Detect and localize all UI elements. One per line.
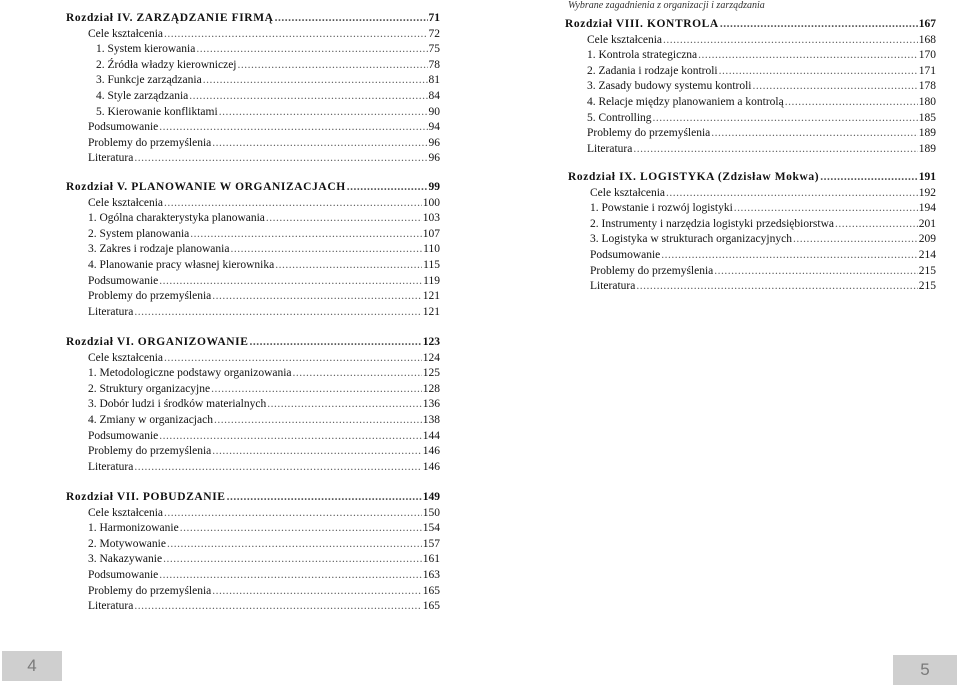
toc-entry-page: 115: [423, 258, 440, 271]
toc-entry-page: 161: [422, 553, 440, 566]
dot-leader: [653, 111, 918, 127]
toc-entry-page: 189: [918, 142, 936, 155]
dot-leader: [212, 584, 421, 600]
toc-entry-page: 78: [428, 58, 440, 71]
toc-entry-title: Problemy do przemyślenia: [88, 290, 212, 303]
dot-leader: [793, 232, 918, 248]
toc-entry-title: 3. Nakazywanie: [88, 553, 163, 566]
toc-entry-page: 100: [422, 196, 440, 209]
toc-entry-page: 192: [918, 186, 936, 199]
toc-entry-title: 1. System kierowania: [96, 43, 196, 56]
toc-entry-page: 165: [422, 584, 440, 597]
toc-entry-row: [66, 105, 440, 121]
dot-leader: [159, 120, 427, 136]
toc-entry-row: [66, 151, 440, 167]
toc-entry-title: 3. Logistyka w strukturach organizacyjnych: [590, 233, 792, 246]
toc-entry-row: [66, 413, 440, 429]
dot-leader: [134, 599, 421, 615]
chapter-title-row: [66, 11, 440, 27]
dot-leader: [163, 552, 422, 568]
toc-entry-title: Literatura: [88, 152, 134, 165]
toc-entry-page: 201: [918, 217, 936, 230]
toc-entry-row: [66, 258, 440, 274]
toc-entry-title: 4. Zmiany w organizacjach: [88, 413, 213, 426]
dot-leader: [190, 227, 422, 243]
toc-entry-page: 215: [918, 280, 936, 293]
toc-entry-row: [568, 186, 936, 202]
toc-entry-title: 2. Zadania i rodzaje kontroli: [587, 64, 718, 77]
toc-entry-title: Podsumowanie: [88, 568, 159, 581]
toc-entry-row: [66, 196, 440, 212]
toc-entry-row: [568, 232, 936, 248]
toc-entry-page: 157: [422, 537, 440, 550]
toc-entry-row: [66, 366, 440, 382]
dot-leader: [293, 366, 422, 382]
toc-entry-page: 72: [428, 27, 440, 40]
toc-entry-page: 150: [422, 506, 440, 519]
toc-entry-row: [565, 95, 936, 111]
chapter-vi-toc: [66, 335, 440, 475]
dot-leader: [134, 305, 421, 321]
toc-entry-row: [66, 521, 440, 537]
toc-entry-title: 3. Zasady budowy systemu kontroli: [587, 80, 752, 93]
dot-leader: [164, 196, 422, 212]
dot-leader: [267, 397, 422, 413]
toc-entry-title: 1. Kontrola strategiczna: [587, 49, 698, 62]
toc-entry-row: [66, 136, 440, 152]
toc-entry-page: 107: [422, 227, 440, 240]
dot-leader: [227, 490, 422, 506]
toc-entry-title: Podsumowanie: [590, 248, 661, 261]
toc-entry-row: [66, 289, 440, 305]
toc-entry-page: 185: [918, 111, 936, 124]
toc-entry-row: [66, 305, 440, 321]
toc-entry-title: Rozdział V. PLANOWANIE W ORGANIZACJACH: [66, 181, 346, 193]
toc-entry-title: Cele kształcenia: [88, 27, 164, 40]
dot-leader: [211, 382, 422, 398]
dot-leader: [134, 460, 421, 476]
toc-entry-page: 136: [422, 398, 440, 411]
dot-leader: [180, 521, 422, 537]
toc-entry-page: 191: [918, 171, 936, 183]
toc-entry-row: [565, 111, 936, 127]
dot-leader: [212, 444, 421, 460]
toc-entry-title: 3. Dobór ludzi i środków materialnych: [88, 398, 267, 411]
dot-leader: [835, 217, 918, 233]
toc-entry-title: 2. System planowania: [88, 227, 190, 240]
toc-entry-title: 1. Ogólna charakterystyka planowania: [88, 212, 265, 225]
chapter-title-row: [66, 335, 440, 351]
toc-entry-title: Cele kształcenia: [88, 506, 164, 519]
toc-entry-page: 178: [918, 80, 936, 93]
toc-entry-row: [66, 444, 440, 460]
chapter-title-row: [565, 17, 936, 33]
toc-entry-page: 124: [422, 351, 440, 364]
chapter-title-row: [568, 170, 936, 186]
toc-entry-title: Cele kształcenia: [587, 33, 663, 46]
toc-entry-row: [66, 552, 440, 568]
dot-leader: [159, 568, 421, 584]
dot-leader: [203, 73, 428, 89]
dot-leader: [711, 126, 917, 142]
dot-leader: [230, 242, 422, 258]
toc-entry-row: [66, 599, 440, 615]
dot-leader: [663, 33, 918, 49]
toc-entry-page: 171: [918, 64, 936, 77]
toc-entry-title: 2. Źródła władzy kierowniczej: [96, 58, 237, 71]
toc-entry-title: 2. Instrumenty i narzędzia logistyki przedsiębiorstwa: [590, 217, 834, 230]
toc-entry-title: Podsumowanie: [88, 429, 159, 442]
toc-entry-page: 168: [918, 33, 936, 46]
toc-entry-page: 81: [428, 74, 440, 87]
dot-leader: [167, 537, 422, 553]
toc-entry-page: 214: [918, 248, 936, 261]
toc-entry-title: Podsumowanie: [88, 274, 159, 287]
toc-entry-row: [66, 89, 440, 105]
toc-entry-page: 128: [422, 382, 440, 395]
toc-entry-page: 167: [918, 18, 936, 30]
chapter-viii-toc: [565, 17, 936, 157]
chapter-vii-toc: [66, 490, 440, 615]
toc-entry-row: [66, 274, 440, 290]
dot-leader: [159, 274, 422, 290]
toc-entry-page: 149: [422, 491, 440, 503]
toc-entry-page: 96: [428, 136, 440, 149]
chapter-v-toc: [66, 180, 440, 320]
left-page-number: 4: [2, 651, 62, 681]
toc-entry-title: Literatura: [590, 280, 636, 293]
dot-leader: [734, 201, 918, 217]
toc-entry-title: Literatura: [88, 600, 134, 613]
toc-entry-title: Literatura: [88, 305, 134, 318]
toc-entry-title: Literatura: [88, 460, 134, 473]
toc-entry-page: 189: [918, 127, 936, 140]
toc-entry-page: 123: [422, 336, 440, 348]
toc-entry-title: Rozdział IV. ZARZĄDZANIE FIRMĄ: [66, 12, 274, 24]
toc-entry-page: 75: [428, 43, 440, 56]
dot-leader: [753, 79, 918, 95]
toc-entry-title: 1. Powstanie i rozwój logistyki: [590, 202, 733, 215]
dot-leader: [714, 264, 917, 280]
toc-entry-page: 146: [422, 445, 440, 458]
dot-leader: [159, 429, 421, 445]
toc-entry-row: [66, 584, 440, 600]
toc-entry-title: 5. Controlling: [587, 111, 652, 124]
toc-entry-row: [66, 73, 440, 89]
toc-entry-row: [568, 264, 936, 280]
toc-entry-row: [568, 201, 936, 217]
toc-entry-title: Problemy do przemyślenia: [88, 136, 212, 149]
toc-entry-row: [66, 460, 440, 476]
toc-entry-title: 1. Metodologiczne podstawy organizowania: [88, 367, 292, 380]
toc-entry-row: [565, 48, 936, 64]
toc-entry-row: [565, 33, 936, 49]
toc-entry-row: [66, 382, 440, 398]
toc-entry-page: 121: [422, 290, 440, 303]
toc-entry-page: 165: [422, 600, 440, 613]
dot-leader: [164, 27, 427, 43]
toc-entry-title: 2. Motywowanie: [88, 537, 166, 550]
running-header: Wybrane zagadnienia z organizacji i zarządzania: [568, 0, 765, 11]
right-page-number: 5: [893, 655, 957, 685]
toc-entry-row: [565, 142, 936, 158]
toc-entry-title: 3. Funkcje zarządzania: [96, 74, 202, 87]
dot-leader: [661, 248, 917, 264]
toc-entry-page: 138: [422, 413, 440, 426]
toc-entry-title: Cele kształcenia: [590, 186, 666, 199]
dot-leader: [347, 180, 428, 196]
toc-entry-title: Rozdział IX. LOGISTYKA (Zdzisław Mokwa): [568, 171, 820, 183]
toc-entry-title: Cele kształcenia: [88, 351, 164, 364]
toc-entry-page: 94: [428, 121, 440, 134]
toc-entry-page: 121: [422, 305, 440, 318]
dot-leader: [212, 289, 421, 305]
toc-entry-title: 4. Style zarządzania: [96, 89, 189, 102]
toc-entry-page: 99: [428, 181, 440, 193]
toc-entry-page: 170: [918, 49, 936, 62]
dot-leader: [820, 170, 918, 186]
toc-entry-title: Podsumowanie: [88, 121, 159, 134]
toc-entry-page: 215: [918, 264, 936, 277]
dot-leader: [636, 279, 917, 295]
toc-entry-row: [568, 279, 936, 295]
toc-entry-row: [568, 248, 936, 264]
toc-entry-title: Rozdział VII. POBUDZANIE: [66, 491, 226, 503]
toc-entry-title: 5. Kierowanie konfliktami: [96, 105, 218, 118]
dot-leader: [249, 335, 421, 351]
toc-entry-page: 90: [428, 105, 440, 118]
toc-entry-title: 2. Struktury organizacyjne: [88, 382, 211, 395]
toc-entry-title: Problemy do przemyślenia: [590, 264, 714, 277]
dot-leader: [214, 413, 422, 429]
toc-entry-row: [565, 79, 936, 95]
dot-leader: [196, 42, 427, 58]
toc-entry-row: [565, 64, 936, 80]
dot-leader: [238, 58, 428, 74]
toc-entry-title: 4. Relacje między planowaniem a kontrolą: [587, 95, 784, 108]
toc-entry-page: 154: [422, 522, 440, 535]
toc-entry-row: [66, 397, 440, 413]
toc-entry-row: [66, 227, 440, 243]
toc-entry-page: 144: [422, 429, 440, 442]
toc-entry-page: 119: [423, 274, 440, 287]
toc-entry-row: [66, 242, 440, 258]
chapter-title-row: [66, 180, 440, 196]
toc-entry-page: 96: [428, 152, 440, 165]
dot-leader: [212, 136, 427, 152]
dot-leader: [164, 506, 422, 522]
toc-entry-title: Literatura: [587, 142, 633, 155]
toc-entry-row: [66, 351, 440, 367]
toc-entry-row: [66, 429, 440, 445]
toc-entry-row: [66, 120, 440, 136]
toc-entry-row: [66, 211, 440, 227]
toc-entry-page: 194: [918, 202, 936, 215]
toc-entry-page: 84: [428, 89, 440, 102]
toc-entry-row: [66, 568, 440, 584]
chapter-title-row: [66, 490, 440, 506]
toc-entry-title: Rozdział VI. ORGANIZOWANIE: [66, 336, 249, 348]
toc-entry-page: 180: [918, 95, 936, 108]
toc-entry-row: [66, 537, 440, 553]
toc-entry-title: Problemy do przemyślenia: [88, 584, 212, 597]
toc-entry-title: Cele kształcenia: [88, 196, 164, 209]
toc-entry-page: 125: [422, 367, 440, 380]
chapter-iv-toc: [66, 11, 440, 167]
dot-leader: [785, 95, 918, 111]
dot-leader: [189, 89, 427, 105]
toc-entry-title: 3. Zakres i rodzaje planowania: [88, 243, 230, 256]
toc-entry-row: [568, 217, 936, 233]
toc-entry-page: 163: [422, 568, 440, 581]
toc-entry-row: [565, 126, 936, 142]
dot-leader: [720, 17, 918, 33]
toc-entry-page: 209: [918, 233, 936, 246]
toc-entry-row: [66, 58, 440, 74]
dot-leader: [719, 64, 918, 80]
toc-entry-page: 71: [428, 12, 440, 24]
toc-entry-page: 103: [422, 212, 440, 225]
dot-leader: [219, 105, 428, 121]
chapter-ix-toc: [568, 170, 936, 295]
toc-entry-row: [66, 506, 440, 522]
dot-leader: [275, 11, 428, 27]
toc-entry-title: Problemy do przemyślenia: [587, 127, 711, 140]
toc-entry-title: Problemy do przemyślenia: [88, 445, 212, 458]
dot-leader: [164, 351, 422, 367]
toc-entry-page: 110: [423, 243, 440, 256]
toc-entry-row: [66, 27, 440, 43]
toc-entry-page: 146: [422, 460, 440, 473]
dot-leader: [666, 186, 918, 202]
dot-leader: [275, 258, 422, 274]
dot-leader: [266, 211, 422, 227]
dot-leader: [134, 151, 427, 167]
dot-leader: [633, 142, 917, 158]
toc-entry-row: [66, 42, 440, 58]
dot-leader: [698, 48, 918, 64]
toc-entry-title: 4. Planowanie pracy własnej kierownika: [88, 258, 275, 271]
toc-entry-title: Rozdział VIII. KONTROLA: [565, 18, 719, 30]
toc-entry-title: 1. Harmonizowanie: [88, 522, 179, 535]
